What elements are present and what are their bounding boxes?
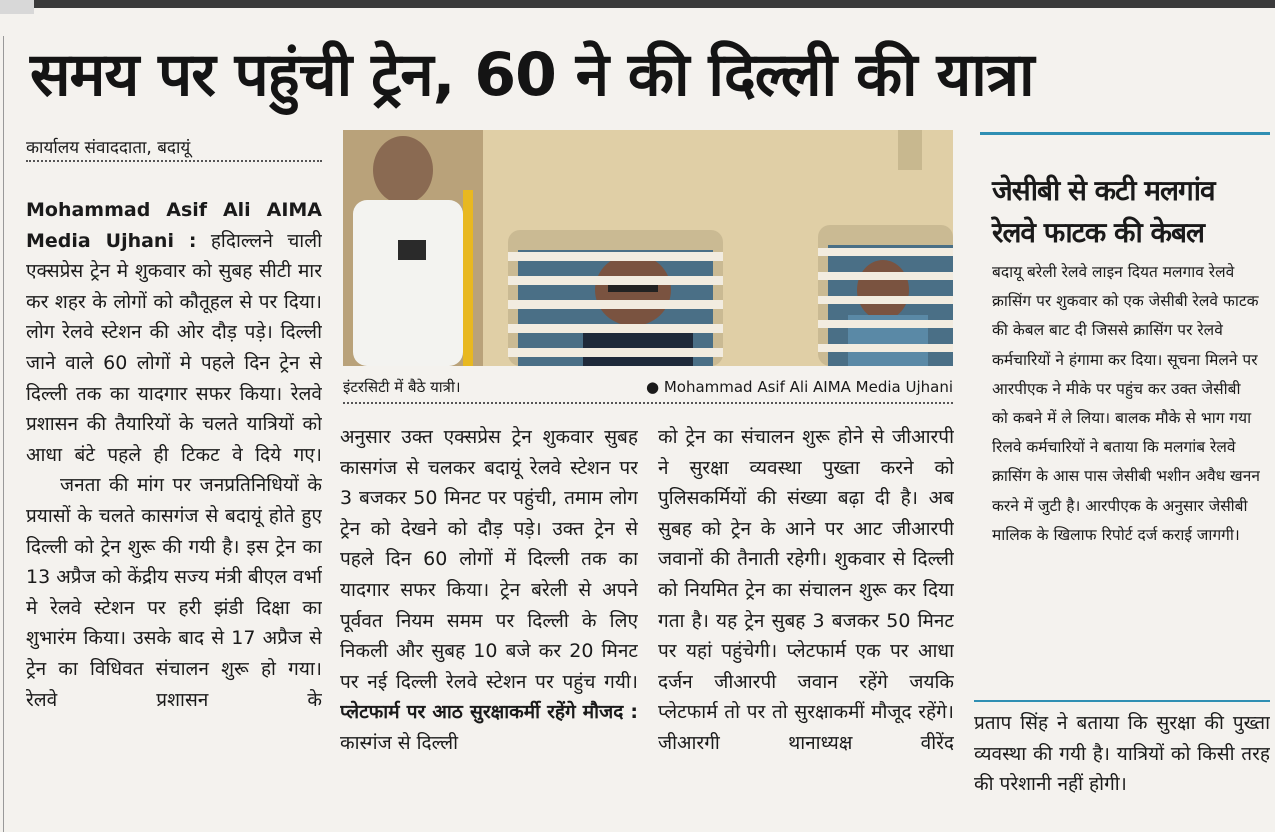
- sidebar-headline: [992, 170, 1264, 254]
- caption-text: इंटरसिटी में बैठे यात्री।: [343, 378, 461, 396]
- train-photo-illustration: [343, 130, 953, 366]
- page-headline: समय पर पहुंची ट्रेन, 60 ने की दिल्ली की यात्रा: [30, 40, 1034, 110]
- photo-credit: ● Mohammad Asif Ali AIMA Media Ujhani: [645, 378, 953, 396]
- subhead-paragraph: [340, 697, 638, 758]
- byline: कार्यालय संवाददाता, बदायूं: [26, 134, 322, 162]
- sidebar-bottom-rule: [974, 700, 1270, 702]
- article-column-2: [340, 422, 638, 832]
- left-column-rule: [3, 36, 4, 832]
- column-3-paragraph: को ट्रेन का संचालन शुरू होने से जीआरपी ने सुरक्षा व्यवस्था पुख्ता करने को पुलिसकर्मियों की संख्या बढ़ा दी है। अब सुबह को ट्रेन के आने पर आट जीआरपी जवानों की तैनाती रहेगी। शुकवार से दिल्ली को नियमित ट्रेन का संचालन शुरू कर दिया गता है। यह ट्रेन सुबह 3 बजकर 50 मिनट पर यहां पहुंचेगी। प्लेटफार्म एक पर आधा दर्जन जीआरपी जवान रहेंगे जयकि प्लेटफार्म तो पर तो सुरक्षाकमीं मौजूद रहेंगे। जीआरगी थानाध्यक्ष वीरेंद: [658, 426, 954, 754]
- sidebar-headline-line-1: जेसीबी से कटी मलगांव: [992, 174, 1215, 207]
- news-photo: [343, 130, 953, 366]
- paragraph-2: जनता की मांग पर जनप्रतिनिधियों के प्रयासों के चलते कासगंज से बदायूं होते हुए दिल्ली को ट्रेन शुरू की गयी है। इस ट्रेन का 13 अप्रैज को केंद्रीय सज्य मंत्री बीएल वर्भा मे रेलवे स्टेशन पर हरी झंडी दिक्षा का शुभारंम किया। उसके बाद से 17 अप्रैज से ट्रेन का विधिवत संचालन शुरू हो गया। रेलवे प्रशासन के: [26, 474, 322, 711]
- lead-credit: Mohammad Asif Ali AIMA Media Ujhani :: [26, 199, 322, 252]
- subhead-tail: कास्गंज से दिल्ली: [340, 731, 459, 754]
- article-column-1: [26, 195, 322, 832]
- lead-paragraph: [26, 195, 322, 470]
- top-border-tab: [0, 0, 34, 14]
- top-border-bar: [0, 0, 1275, 8]
- sidebar-headline-line-2: रेलवे फाटक की केबल: [992, 216, 1204, 249]
- subhead: प्लेटफार्म पर आठ सुरक्षाकर्मी रहेंगे मौजद :: [340, 701, 638, 724]
- column-2-paragraph: अनुसार उक्त एक्सप्रेस ट्रेन शुकवार सुबह कासगंज से चलकर बदायूं रेलवे स्टेशन पर 3 बजकर 50 मिनट पर पहुंची, तमाम लोग ट्रेन को देखने को दौड़ पड़े। उक्त ट्रेन से पहले दिन 60 लोगों में दिल्ली तक का यादगार सफर किया। ट्रेन बरेली से अपने पूर्ववत नियम समम पर दिल्ली के लिए निकली और सुबह 10 बजे कर 20 मिनट पर नई दिल्ली रेलवे स्टेशन पर पहुंच गयी।: [340, 426, 638, 693]
- lead-text: हदिाल्लने चाली एक्सप्रेस ट्रेन मे शुकवार को सुबह सीटी मार कर शहर के लोगों को कौतूहल से पर दिया। लोग रेलवे स्टेशन की ओर दौड़ पड़े। दिल्ली जाने वाले 60 लोगों मे पहले दिन ट्रेन से दिल्ली तक का यादगार सफर किया। रेलवे प्रशासन की तैयारियों के चलते यात्रियों को आधा बंटे पहले ही टिकट वे दिये गए।: [26, 229, 322, 466]
- article-column-4: [974, 708, 1270, 832]
- sidebar-top-rule: [980, 132, 1270, 135]
- article-column-3: [658, 422, 954, 832]
- column-4-paragraph: प्रताप सिंह ने बताया कि सुरक्षा की पुख्ता व्यवस्था की गयी है। यात्रियों को किसी तरह की परेशानी नहीं होगी।: [974, 712, 1270, 796]
- photo-caption: [343, 370, 953, 404]
- sidebar-body: बदायू बरेली रेलवे लाइन दियत मलगाव रेलवे क्रासिंग पर शुकवार को एक जेसीबी रेलवे फाटक की केबल बाट दी जिससे क्रासिंग पर रेलवे कर्मचारियों ने हंगामा कर दिया। सूचना मिलने पर आरपीएक ने मीके पर पहुंच कर उक्त जेसीबी को कबने में ले लिया। बालक मौके से भाग गया रिलवे कर्मचारियों ने बताया कि मलगांब रेलवे क्रासिंग के आस पास जेसीबी भशीन अवैध खनन करने में जुटी है। आरपीएक के अनुसार जेसीबी मालिक के खिलाफ रिपोर्ट दर्ज कराई जागगी।: [992, 263, 1260, 544]
